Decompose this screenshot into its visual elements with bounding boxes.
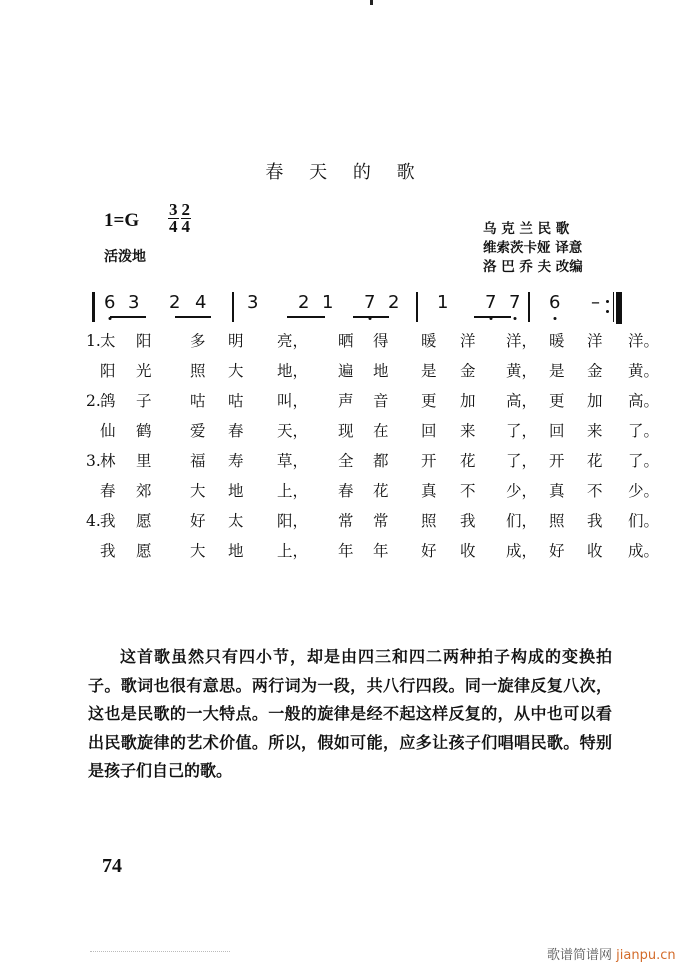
- verse-number: 3.: [86, 452, 101, 470]
- commentary-paragraph: [88, 643, 612, 786]
- lyric-syllable: 成，: [506, 542, 538, 560]
- end-repeat-dots: [606, 300, 609, 320]
- lyric-syllable: 黄。: [628, 362, 660, 380]
- barline: [528, 292, 530, 322]
- barline: [416, 292, 418, 322]
- beam: [287, 316, 325, 318]
- lyric-syllable: 音: [373, 392, 389, 410]
- tempo-marking: 活泼地: [104, 249, 146, 265]
- lyric-syllable: 地: [373, 362, 389, 380]
- time-signature-3-4: [168, 202, 179, 235]
- lyric-syllable: 我: [460, 512, 476, 530]
- lyric-syllable: 光: [136, 362, 152, 380]
- lyric-syllable: 是: [549, 362, 565, 380]
- lyric-syllable: 年: [338, 542, 354, 560]
- lyric-syllable: 金: [460, 362, 476, 380]
- lyric-syllable: 大: [228, 362, 244, 380]
- lyric-syllable: 花: [373, 482, 389, 500]
- lyric-syllable: 花: [587, 452, 603, 470]
- end-thick-bar: [616, 292, 622, 324]
- note: 7: [485, 292, 496, 313]
- numerator: 2: [181, 200, 190, 219]
- lyric-syllable: 鹤: [136, 422, 152, 440]
- barline: [232, 292, 234, 322]
- numerator: 3: [169, 200, 178, 219]
- time-signature-2-4: [181, 202, 192, 235]
- lyric-syllable: 好: [190, 512, 206, 530]
- lyric-syllable: 鸽: [100, 392, 116, 410]
- lyric-syllable: 少。: [628, 482, 660, 500]
- lyric-syllable: 太: [100, 332, 116, 350]
- lyric-syllable: 地: [228, 542, 244, 560]
- lyric-syllable: 仙: [100, 422, 116, 440]
- lyric-syllable: 不: [460, 482, 476, 500]
- watermark-domain: jianpu.cn: [616, 948, 676, 963]
- lyric-syllable: 林: [100, 452, 116, 470]
- commentary-text: 这首歌虽然只有四小节，却是由四三和四二两种拍子构成的变换拍子。歌词也很有意思。两行词为一段，共八行四段。同一旋律反复八次，这也是民歌的一大特点。一般的旋律是经不起这样反复的，从中也可以看出民歌旋律的艺术价值。所以，假如可能，应多让孩子们唱唱民歌。特别是孩子们自己的歌。: [88, 647, 612, 780]
- lyric-syllable: 回: [421, 422, 437, 440]
- lyric-syllable: 爱: [190, 422, 206, 440]
- lyric-line: [86, 386, 660, 416]
- note: 2: [169, 292, 181, 313]
- lyric-syllable: 洋，: [506, 332, 538, 350]
- credit-translator: 维索茨卡娅 译意: [483, 240, 583, 256]
- beam: [175, 316, 211, 318]
- lyric-syllable: 愿: [136, 542, 152, 560]
- lyric-syllable: 愿: [136, 512, 152, 530]
- lyric-syllable: 了，: [506, 452, 538, 470]
- lyric-syllable: 寿: [228, 452, 244, 470]
- lyric-syllable: 暖: [549, 332, 565, 350]
- lyric-syllable: 上，: [277, 482, 309, 500]
- lyric-syllable: 了，: [506, 422, 538, 440]
- lyric-syllable: 明: [228, 332, 244, 350]
- lyric-syllable: 声: [338, 392, 354, 410]
- jianpu-score: [92, 290, 632, 328]
- lyric-syllable: 开: [549, 452, 565, 470]
- lyric-syllable: 郊: [136, 482, 152, 500]
- lyric-syllable: 福: [190, 452, 206, 470]
- lyric-syllable: 照: [549, 512, 565, 530]
- note: 1: [322, 292, 334, 313]
- lyric-syllable: 草，: [277, 452, 309, 470]
- lyric-syllable: 洋: [460, 332, 476, 350]
- note: 1: [437, 292, 449, 313]
- lyric-syllable: 金: [587, 362, 603, 380]
- key-signature: 1=G: [104, 210, 140, 231]
- note: 6: [104, 292, 115, 313]
- lyric-syllable: 收: [460, 542, 476, 560]
- verse-number: 1.: [86, 332, 101, 350]
- song-title: 春 天 的 歌: [265, 162, 425, 183]
- lyric-syllable: 更: [421, 392, 437, 410]
- lyric-line: [86, 446, 660, 476]
- lyric-syllable: 少，: [506, 482, 538, 500]
- watermark-site-name: 歌谱简谱网: [547, 948, 613, 963]
- lyric-syllable: 黄，: [506, 362, 538, 380]
- lyric-syllable: 高。: [628, 392, 660, 410]
- lyric-syllable: 我: [100, 512, 116, 530]
- lyric-syllable: 来: [587, 422, 603, 440]
- scan-mark: [370, 0, 373, 5]
- lyric-syllable: 是: [421, 362, 437, 380]
- lyric-syllable: 我: [587, 512, 603, 530]
- lyric-syllable: 太: [228, 512, 244, 530]
- lyric-line: [88, 416, 660, 446]
- lyric-syllable: 回: [549, 422, 565, 440]
- lyric-syllable: 洋。: [628, 332, 660, 350]
- lyric-syllable: 高，: [506, 392, 538, 410]
- low-octave-dot: [553, 317, 556, 320]
- note: 7: [509, 292, 520, 313]
- note: 3: [247, 292, 259, 313]
- lyric-syllable: 阳，: [277, 512, 309, 530]
- low-octave-dot: [513, 317, 516, 320]
- denominator: 4: [181, 217, 190, 236]
- lyric-syllable: 常: [338, 512, 354, 530]
- lyric-syllable: 咕: [190, 392, 206, 410]
- lyric-syllable: 年: [373, 542, 389, 560]
- note: 2: [298, 292, 310, 313]
- lyric-syllable: 真: [421, 482, 437, 500]
- lyric-syllable: 叫，: [277, 392, 309, 410]
- lyric-syllable: 得: [373, 332, 389, 350]
- note: 2: [388, 292, 400, 313]
- lyric-syllable: 咕: [228, 392, 244, 410]
- lyric-syllable: 加: [587, 392, 603, 410]
- watermark: [547, 944, 676, 963]
- lyric-syllable: 不: [587, 482, 603, 500]
- lyric-syllable: 更: [549, 392, 565, 410]
- lyric-syllable: 地，: [277, 362, 309, 380]
- credit-origin: 乌 克 兰 民 歌: [483, 221, 570, 237]
- lyric-syllable: 都: [373, 452, 389, 470]
- note: –: [591, 292, 600, 313]
- lyric-syllable: 春: [338, 482, 354, 500]
- end-thin-bar: [613, 292, 614, 322]
- lyric-syllable: 大: [190, 542, 206, 560]
- lyric-syllable: 们。: [628, 512, 660, 530]
- credit-arranger: 洛 巴 乔 夫 改编: [483, 259, 583, 275]
- lyric-syllable: 全: [338, 452, 354, 470]
- lyric-syllable: 常: [373, 512, 389, 530]
- lyric-syllable: 在: [373, 422, 389, 440]
- lyric-syllable: 收: [587, 542, 603, 560]
- scan-artifact: [90, 951, 230, 953]
- lyric-line: [88, 356, 660, 386]
- lyric-syllable: 好: [421, 542, 437, 560]
- lyric-syllable: 上，: [277, 542, 309, 560]
- lyric-syllable: 我: [100, 542, 116, 560]
- lyric-syllable: 花: [460, 452, 476, 470]
- credits: [483, 220, 583, 277]
- lyric-syllable: 多: [190, 332, 206, 350]
- lyrics-block: [86, 326, 660, 566]
- lyric-syllable: 遍: [338, 362, 354, 380]
- time-signatures: [168, 202, 191, 235]
- note: 4: [195, 292, 207, 313]
- lyric-syllable: 春: [100, 482, 116, 500]
- lyric-syllable: 来: [460, 422, 476, 440]
- lyric-syllable: 里: [136, 452, 152, 470]
- lyric-line: [88, 476, 660, 506]
- beam: [474, 316, 511, 318]
- lyric-syllable: 亮，: [277, 332, 309, 350]
- lyric-line: [86, 506, 660, 536]
- denominator: 4: [169, 217, 178, 236]
- lyric-syllable: 阳: [100, 362, 116, 380]
- lyric-syllable: 开: [421, 452, 437, 470]
- lyric-line: [86, 326, 660, 356]
- lyric-syllable: 好: [549, 542, 565, 560]
- lyric-syllable: 们，: [506, 512, 538, 530]
- lyric-syllable: 了。: [628, 452, 660, 470]
- lyric-syllable: 春: [228, 422, 244, 440]
- beam: [110, 316, 146, 318]
- note: 7: [364, 292, 375, 313]
- lyric-line: [88, 536, 660, 566]
- verse-number: 4.: [86, 512, 101, 530]
- verse-number: 2.: [86, 392, 101, 410]
- lyric-syllable: 子: [136, 392, 152, 410]
- lyric-syllable: 晒: [338, 332, 354, 350]
- lyric-syllable: 天，: [277, 422, 309, 440]
- beam: [353, 316, 389, 318]
- lyric-syllable: 照: [421, 512, 437, 530]
- lyric-syllable: 加: [460, 392, 476, 410]
- lyric-syllable: 地: [228, 482, 244, 500]
- lyric-syllable: 真: [549, 482, 565, 500]
- lyric-syllable: 洋: [587, 332, 603, 350]
- lyric-syllable: 大: [190, 482, 206, 500]
- lyric-syllable: 成。: [628, 542, 660, 560]
- page-number: 74: [102, 855, 122, 877]
- lyric-syllable: 暖: [421, 332, 437, 350]
- note: 3: [128, 292, 140, 313]
- lyric-syllable: 照: [190, 362, 206, 380]
- start-repeat-bar: [92, 292, 95, 322]
- lyric-syllable: 了。: [628, 422, 660, 440]
- lyric-syllable: 阳: [136, 332, 152, 350]
- note: 6: [549, 292, 560, 313]
- lyric-syllable: 现: [338, 422, 354, 440]
